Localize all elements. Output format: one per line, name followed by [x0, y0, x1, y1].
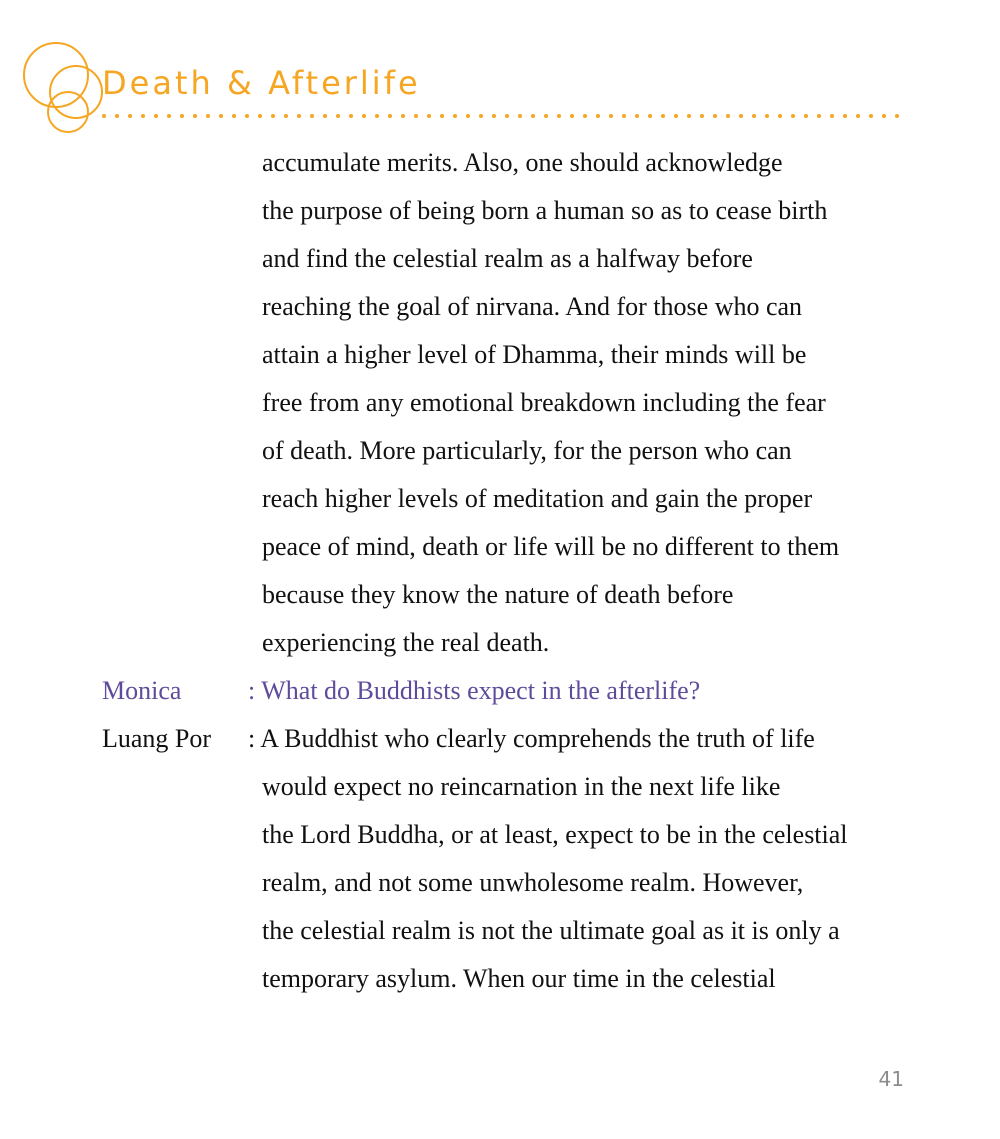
text-line: accumulate merits. Also, one should acknowledge: [262, 148, 783, 177]
page-header: [0, 0, 1000, 140]
text-line: the celestial realm is not the ultimate goal as it is only a: [262, 916, 840, 945]
question-text: : What do Buddhists expect in the afterlife?: [248, 676, 701, 705]
text-line: the Lord Buddha, or at least, expect to be in the celestial: [262, 820, 848, 849]
text-line: of death. More particularly, for the person who can: [262, 436, 792, 465]
answer-speaker: Luang Por: [102, 724, 212, 753]
dotted-divider: [100, 111, 910, 121]
text-line: the purpose of being born a human so as to cease birth: [262, 196, 828, 225]
text-line: and find the celestial realm as a halfway before: [262, 244, 753, 273]
text-line: temporary asylum. When our time in the celestial: [262, 964, 776, 993]
page-number: 41: [878, 1067, 904, 1091]
text-line: because they know the nature of death before: [262, 580, 734, 609]
text-line: attain a higher level of Dhamma, their minds will be: [262, 340, 807, 369]
text-line: would expect no reincarnation in the next life like: [262, 772, 781, 801]
text-line: reaching the goal of nirvana. And for those who can: [262, 292, 803, 321]
section-title: Death & Afterlife: [102, 64, 421, 102]
text-line: reach higher levels of meditation and gain the proper: [262, 484, 813, 513]
text-line: realm, and not some unwholesome realm. However,: [262, 868, 804, 897]
answer-first-line: : A Buddhist who clearly comprehends the truth of life: [248, 724, 815, 753]
text-line: experiencing the real death.: [262, 628, 550, 657]
text-line: peace of mind, death or life will be no different to them: [262, 532, 840, 561]
text-line: free from any emotional breakdown including the fear: [262, 388, 826, 417]
question-speaker: Monica: [102, 676, 182, 705]
